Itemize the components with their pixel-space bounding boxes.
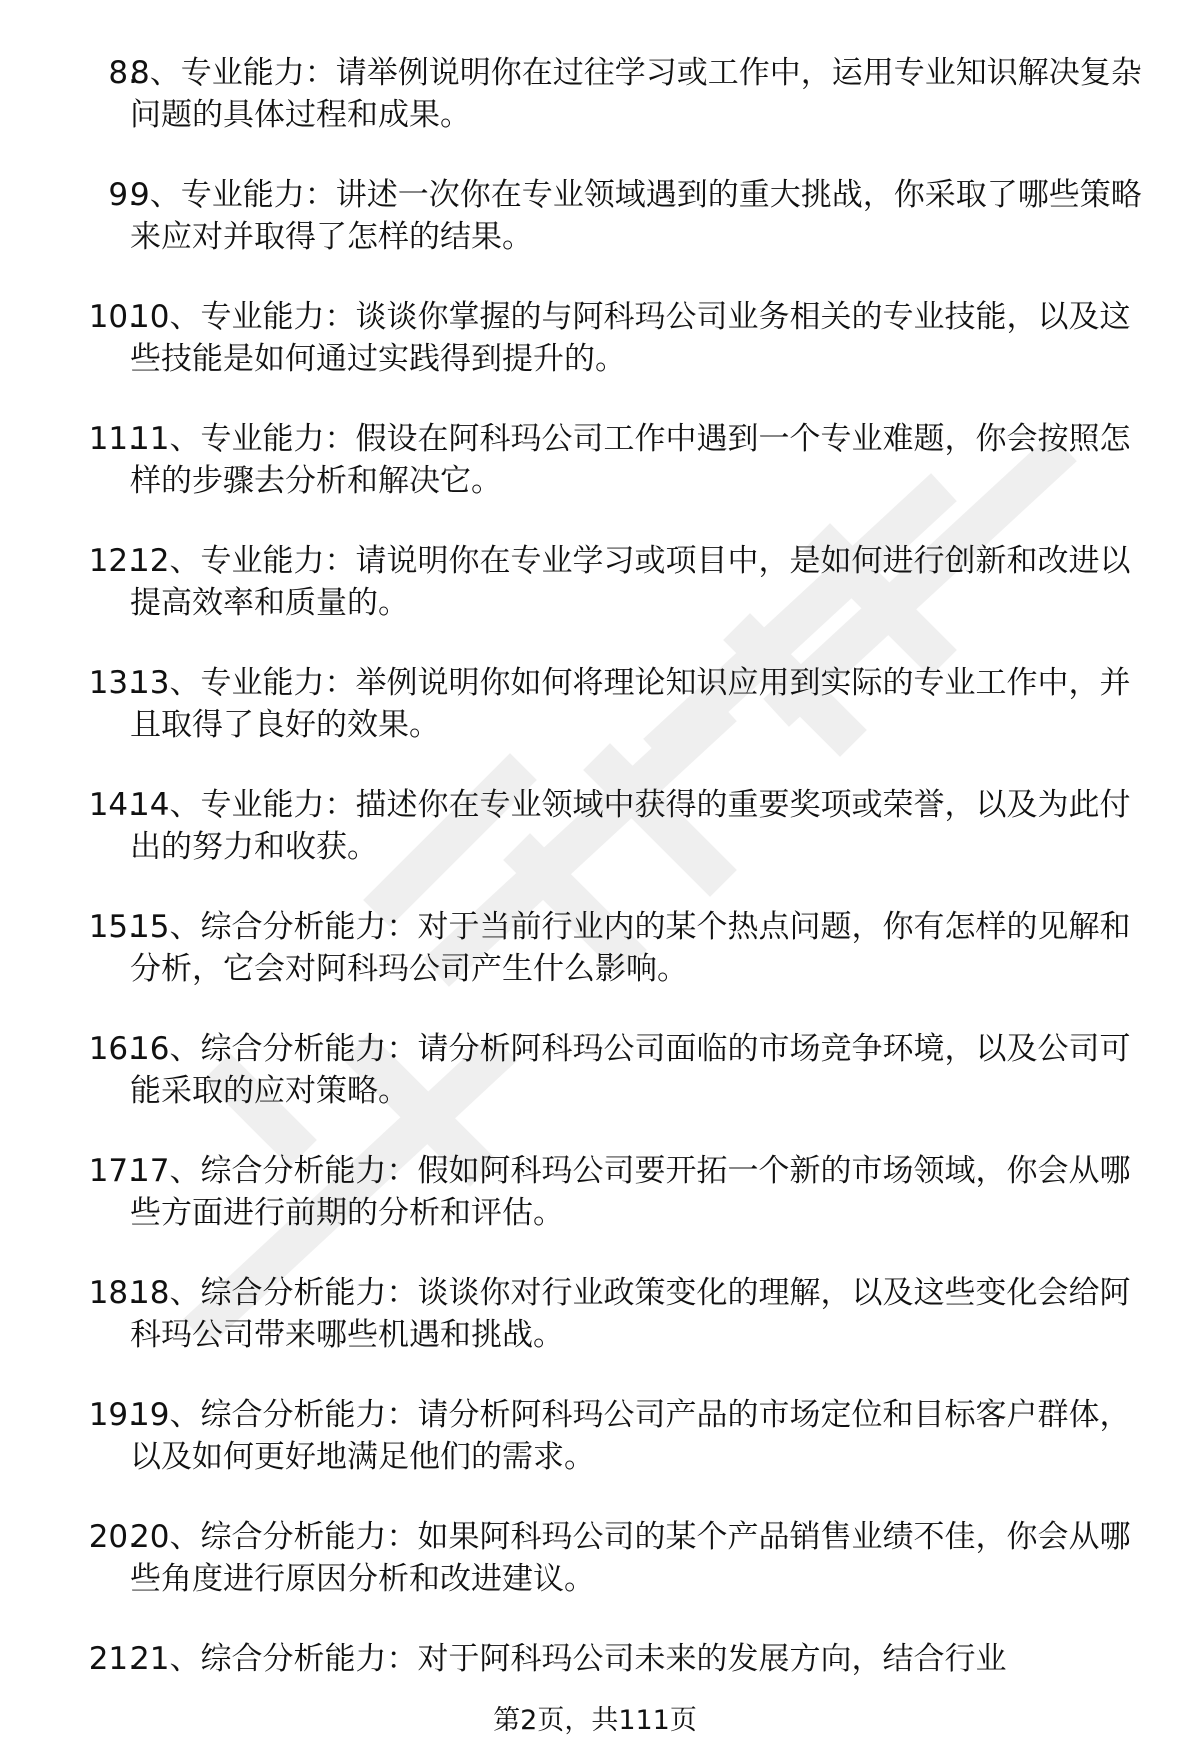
list-item (0, 540, 1190, 662)
item-number: 20. (88, 1519, 138, 1555)
list-item (0, 296, 1190, 418)
item-number: 16. (88, 1031, 138, 1067)
item-number: 17. (88, 1153, 138, 1189)
item-number: 10. (88, 299, 138, 335)
list-item (0, 1394, 1190, 1516)
list-item (0, 52, 1190, 174)
item-text: 14、专业能力：描述你在专业领域中获得的重要奖项或荣誉，以及为此付出的努力和收获。 (130, 787, 1131, 865)
item-number: 18. (88, 1275, 138, 1311)
item-text: 13、专业能力：举例说明你如何将理论知识应用到实际的专业工作中，并且取得了良好的效果。 (130, 665, 1131, 743)
item-text: 8、专业能力：请举例说明你在过往学习或工作中，运用专业知识解决复杂问题的具体过程和成果。 (130, 55, 1142, 133)
list-item (0, 906, 1190, 1028)
list-item (0, 662, 1190, 784)
item-number: 14. (88, 787, 138, 823)
list-item (0, 1150, 1190, 1272)
item-text: 15、综合分析能力：对于当前行业内的某个热点问题，你有怎样的见解和分析，它会对阿科玛公司产生什么影响。 (130, 909, 1131, 987)
item-number: 8. (108, 55, 138, 91)
item-text: 20、综合分析能力：如果阿科玛公司的某个产品销售业绩不佳，你会从哪些角度进行原因分析和改进建议。 (130, 1519, 1131, 1597)
item-text: 16、综合分析能力：请分析阿科玛公司面临的市场竞争环境，以及公司可能采取的应对策略。 (130, 1031, 1131, 1109)
item-text: 19、综合分析能力：请分析阿科玛公司产品的市场定位和目标客户群体，以及如何更好地满足他们的需求。 (130, 1397, 1131, 1475)
item-text: 11、专业能力：假设在阿科玛公司工作中遇到一个专业难题，你会按照怎样的步骤去分析和解决它。 (130, 421, 1131, 499)
item-number: 12. (88, 543, 138, 579)
item-text: 18、综合分析能力：谈谈你对行业政策变化的理解，以及这些变化会给阿科玛公司带来哪些机遇和挑战。 (130, 1275, 1131, 1353)
list-item (0, 784, 1190, 906)
item-text: 21、综合分析能力：对于阿科玛公司未来的发展方向，结合行业 (130, 1641, 1007, 1677)
item-text: 17、综合分析能力：假如阿科玛公司要开拓一个新的市场领域，你会从哪些方面进行前期的分析和评估。 (130, 1153, 1131, 1231)
list-item (0, 1028, 1190, 1150)
list-item (0, 418, 1190, 540)
item-number: 11. (88, 421, 138, 457)
list-item (0, 1516, 1190, 1638)
item-number: 9. (108, 177, 138, 213)
list-item (0, 1272, 1190, 1394)
question-list (0, 52, 1190, 1760)
item-number: 13. (88, 665, 138, 701)
item-number: 19. (88, 1397, 138, 1433)
item-number: 21. (88, 1641, 138, 1677)
page-footer: 第2页，共111页 (493, 1705, 697, 1736)
item-number: 15. (88, 909, 138, 945)
item-text: 12、专业能力：请说明你在专业学习或项目中，是如何进行创新和改进以提高效率和质量的。 (130, 543, 1131, 621)
item-text: 10、专业能力：谈谈你掌握的与阿科玛公司业务相关的专业技能，以及这些技能是如何通过实践得到提升的。 (130, 299, 1131, 377)
item-text: 9、专业能力：讲述一次你在专业领域遇到的重大挑战，你采取了哪些策略来应对并取得了怎样的结果。 (130, 177, 1142, 255)
list-item (0, 1638, 1190, 1760)
list-item (0, 174, 1190, 296)
